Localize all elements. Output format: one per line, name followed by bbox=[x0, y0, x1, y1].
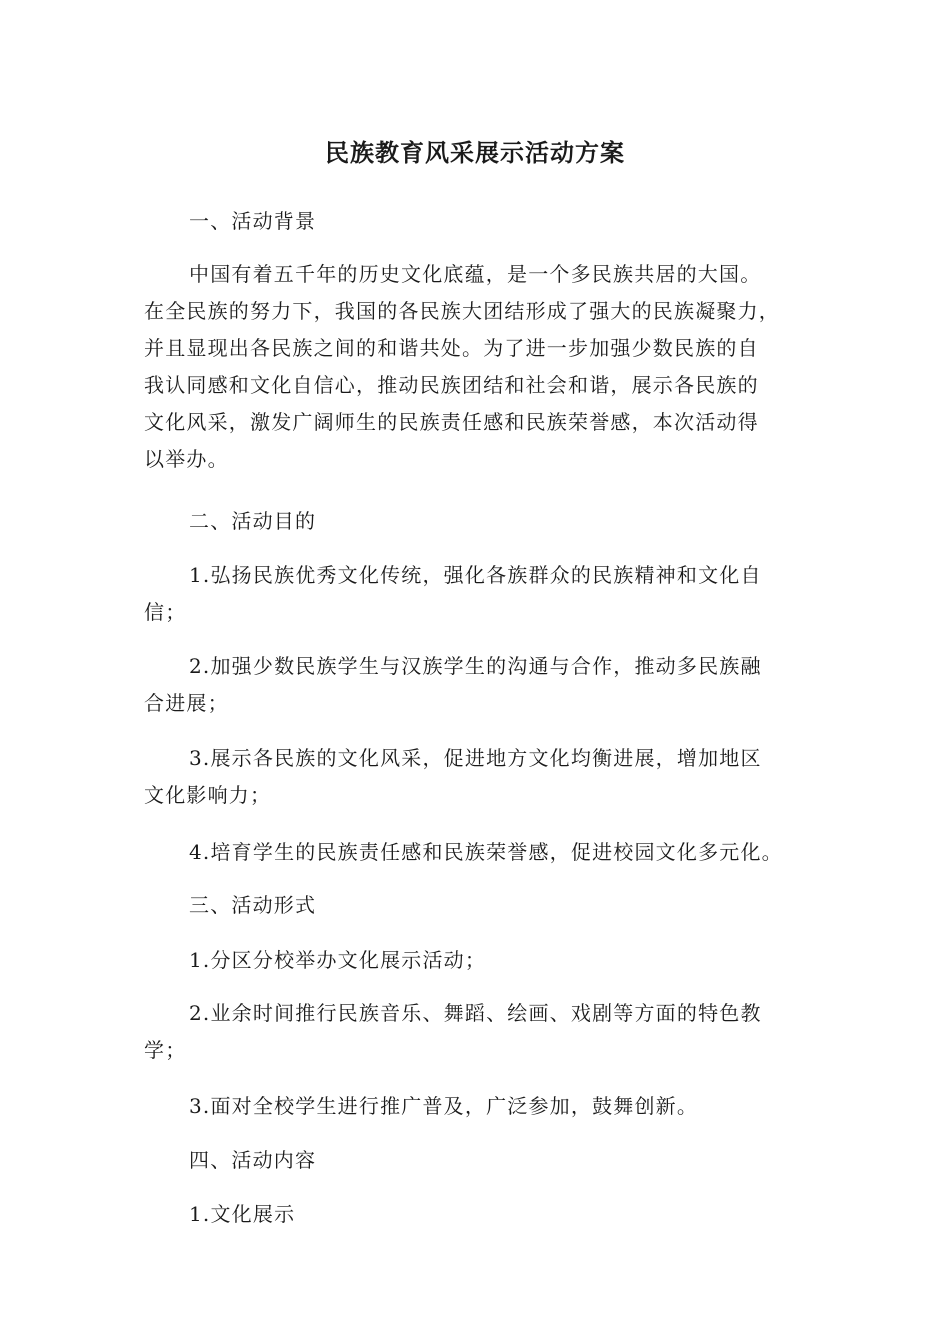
item-line: 2.业余时间推行民族音乐、舞蹈、绘画、戏剧等方面的特色教 bbox=[189, 1001, 762, 1025]
heading-text: 二、活动目的 bbox=[189, 509, 317, 533]
format-item-2 bbox=[144, 995, 810, 1069]
item-line: 1.文化展示 bbox=[189, 1202, 296, 1226]
paragraph-line: 中国有着五千年的历史文化底蕴，是一个多民族共居的大国。 bbox=[189, 262, 762, 286]
format-item-3 bbox=[144, 1088, 810, 1125]
purpose-item-3 bbox=[144, 740, 810, 814]
section-heading-format bbox=[144, 887, 810, 924]
paragraph-line: 在全民族的努力下，我国的各民族大团结形成了强大的民族凝聚力， bbox=[144, 299, 780, 323]
item-line: 2.加强少数民族学生与汉族学生的沟通与合作，推动多民族融 bbox=[189, 654, 762, 678]
content-item-1 bbox=[144, 1196, 810, 1233]
background-paragraph bbox=[144, 256, 810, 478]
item-line: 1.弘扬民族优秀文化传统，强化各族群众的民族精神和文化自 bbox=[189, 563, 762, 587]
section-heading-purpose bbox=[144, 503, 810, 540]
document-title: 民族教育风采展示活动方案 bbox=[325, 139, 625, 167]
format-item-1 bbox=[144, 942, 810, 979]
heading-text: 一、活动背景 bbox=[189, 209, 317, 233]
paragraph-line: 我认同感和文化自信心，推动民族团结和社会和谐，展示各民族的 bbox=[144, 373, 759, 397]
item-line: 信； bbox=[144, 600, 187, 624]
item-line: 3.面对全校学生进行推广普及，广泛参加，鼓舞创新。 bbox=[189, 1094, 699, 1118]
item-line: 1.分区分校举办文化展示活动； bbox=[189, 948, 487, 972]
purpose-item-2 bbox=[144, 648, 810, 722]
item-line: 学； bbox=[144, 1038, 187, 1062]
heading-text: 三、活动形式 bbox=[189, 893, 317, 917]
section-heading-background bbox=[144, 203, 810, 240]
item-line: 3.展示各民族的文化风采，促进地方文化均衡进展，增加地区 bbox=[189, 746, 762, 770]
purpose-item-1 bbox=[144, 557, 810, 631]
paragraph-line: 以举办。 bbox=[144, 447, 229, 471]
item-line: 合进展； bbox=[144, 691, 229, 715]
paragraph-line: 并且显现出各民族之间的和谐共处。为了进一步加强少数民族的自 bbox=[144, 336, 759, 360]
item-line: 4.培育学生的民族责任感和民族荣誉感，促进校园文化多元化。 bbox=[189, 840, 783, 864]
purpose-item-4 bbox=[144, 834, 810, 871]
heading-text: 四、活动内容 bbox=[189, 1148, 317, 1172]
item-line: 文化影响力； bbox=[144, 783, 272, 807]
section-heading-content bbox=[144, 1142, 810, 1179]
paragraph-line: 文化风采，激发广阔师生的民族责任感和民族荣誉感，本次活动得 bbox=[144, 410, 759, 434]
